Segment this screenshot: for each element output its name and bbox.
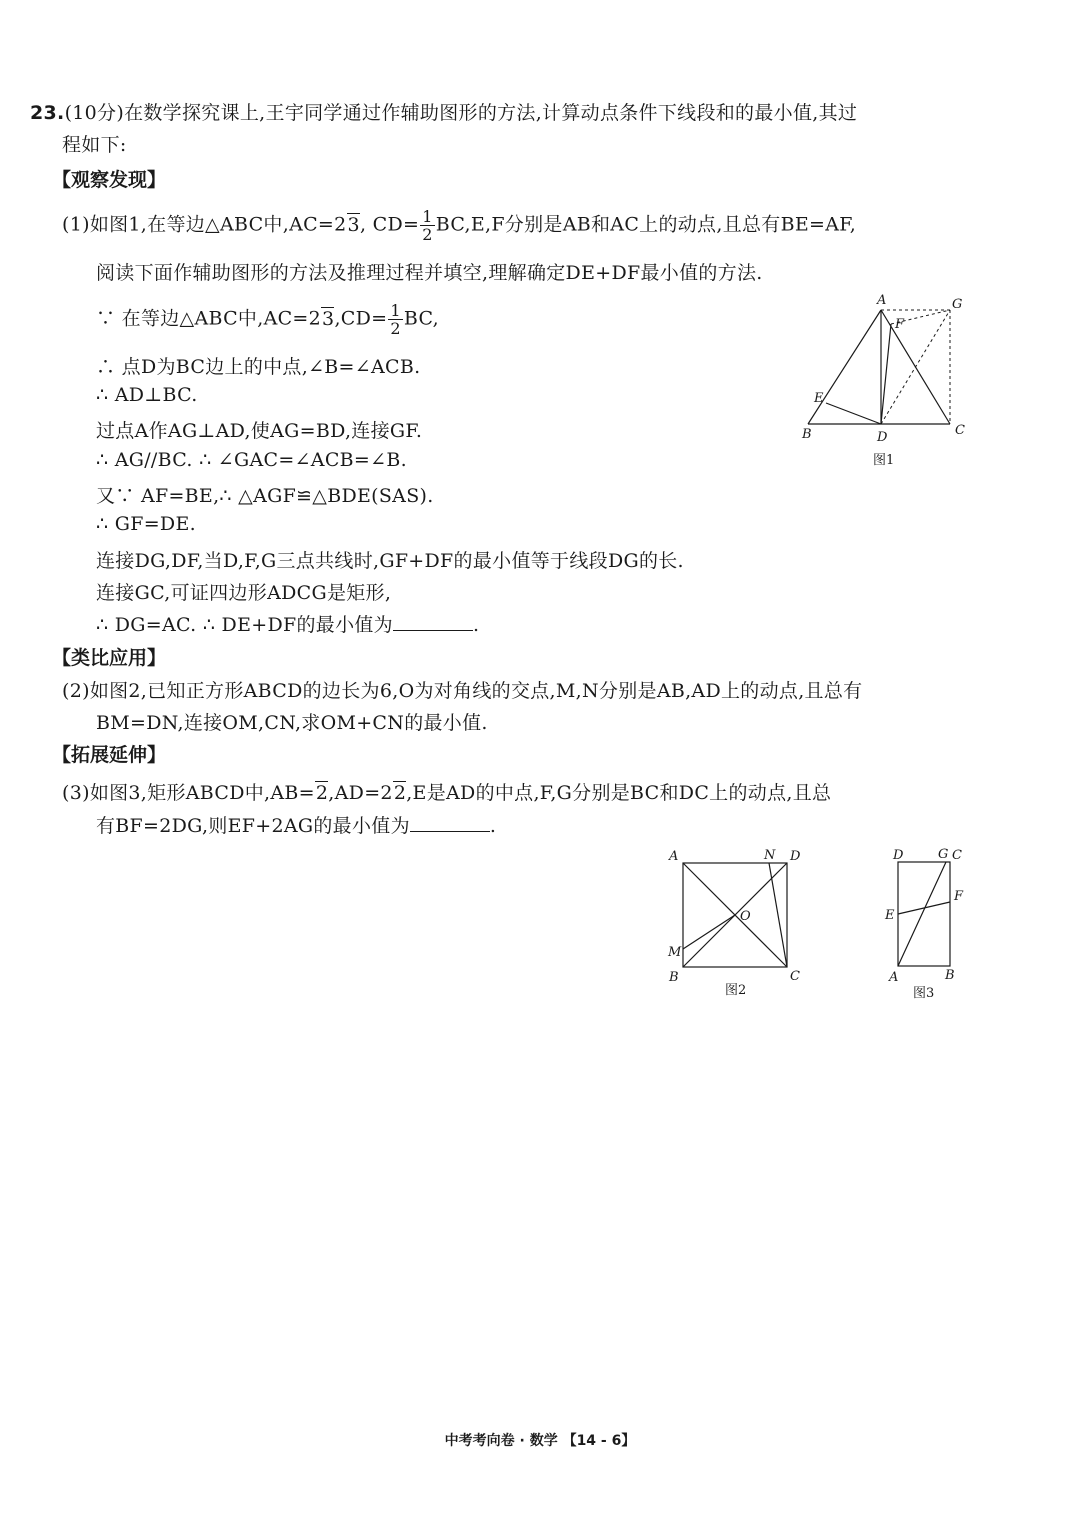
sqrt-2-ad: 2 [393,782,407,804]
question-score: (10分) [64,102,125,124]
proof-line8: 连接DG,DF,当D,F,G三点共线时,GF+DF的最小值等于线段DG的长. [96,550,684,572]
fig3-label-a: A [889,970,899,985]
fig2-label-d: D [790,849,801,864]
part1-line1 [62,208,856,243]
frac-denominator: 2 [422,225,433,244]
fig3-label-f: F [954,889,964,904]
part3-text-a: (3)如图3,矩形ABCD中,AB= [62,782,315,804]
part3-text-b: ,AD=2 [328,782,393,804]
part3-line2-text: 有BF=2DG,则EF+2AG的最小值为 [96,815,410,837]
figure-1 [795,288,995,478]
proof10-end: . [473,614,480,636]
proof-line5: ∴ AG//BC. ∴ ∠GAC=∠ACB=∠B. [96,449,407,471]
fig3-label-b: B [945,968,955,983]
section-heading-analogy: 【类比应用】 [52,647,167,669]
fig2-label-n: N [764,848,776,863]
part2-line2: BM=DN,连接OM,CN,求OM+CN的最小值. [96,712,488,734]
frac-denominator: 2 [390,319,401,338]
fig3-segment-ag [898,862,946,966]
proof-line4: 过点A作AG⊥AD,使AG=BD,连接GF. [96,420,423,442]
proof1-text-c: BC, [403,307,439,330]
proof-line1 [96,302,439,337]
fraction-half-proof [388,302,402,337]
fig2-label-a: A [669,849,679,864]
fig3-label-g: G [938,847,949,862]
part3-text-c: ,E是AD的中点,F,G分别是BC和DC上的动点,且总 [406,782,832,804]
fig3-segment-ef [898,902,950,914]
fig2-label-b: B [669,970,679,985]
proof-line6: 又∵ AF=BE,∴ △AGF≌△BDE(SAS). [96,485,434,507]
part2-line1: (2)如图2,已知正方形ABCD的边长为6,O为对角线的交点,M,N分别是AB,AD上的动点,且总有 [62,680,863,702]
fig3-caption: 图3 [913,986,935,1001]
part1-text-c: BC,E,F分别是AB和AC上的动点,且总有BE=AF, [435,213,857,236]
fig2-caption: 图2 [725,983,747,998]
fig1-segment-df [881,324,891,424]
sqrt-3-proof: 3 [322,307,335,330]
part3-line1 [62,778,831,805]
fig1-label-c: C [955,423,965,438]
fig1-label-a: A [877,293,887,308]
question-intro-line2: 程如下: [62,134,127,156]
part3-line2-end: . [489,815,497,837]
fig1-side-ab [808,310,881,424]
fig2-segment-om [683,915,735,949]
part1-text-b: , CD= [359,213,420,236]
proof-line7: ∴ GF=DE. [96,513,196,535]
part1-line2: 阅读下面作辅助图形的方法及推理过程并填空,理解确定DE+DF最小值的方法. [96,262,763,284]
fig1-label-e: E [814,391,824,406]
fig1-label-g: G [952,297,963,312]
page-footer: 中考考向卷 · 数学 【14 - 6】 [444,1433,636,1449]
section-heading-observe: 【观察发现】 [52,169,167,191]
fig2-label-m: M [668,945,682,960]
fig3-label-e: E [885,908,895,923]
proof1-text-a: ∵ 在等边△ABC中,AC=2 [96,307,322,330]
fig1-caption: 图1 [873,453,895,468]
part3-line2 [96,811,496,838]
sqrt-2-ab: 2 [315,782,329,804]
fraction-half [420,208,434,243]
fig2-label-o: O [740,909,751,924]
answer-blank-1[interactable] [393,614,473,631]
frac-numerator: 1 [422,207,433,226]
proof10-text: ∴ DG=AC. ∴ DE+DF的最小值为 [96,614,393,636]
proof-line3: ∴ AD⊥BC. [96,384,198,406]
sqrt-3: 3 [347,213,360,236]
frac-numerator: 1 [390,301,401,320]
answer-blank-2[interactable] [410,815,490,832]
proof1-text-b: ,CD= [334,307,388,330]
proof-line2: ∴ 点D为BC边上的中点,∠B=∠ACB. [96,356,421,378]
question-number: 23. [30,102,65,124]
question-intro: 在数学探究课上,王宇同学通过作辅助图形的方法,计算动点条件下线段和的最小值,其过 [124,102,858,124]
section-heading-extension: 【拓展延伸】 [52,744,167,766]
fig1-segment-de [826,403,881,424]
proof-line9: 连接GC,可证四边形ADCG是矩形, [96,582,392,604]
part1-text-a: (1)如图1,在等边△ABC中,AC=2 [62,213,347,236]
fig2-label-c: C [790,969,800,984]
fig1-label-b: B [802,427,812,442]
figure-3 [880,845,990,1010]
question-intro-line1 [30,98,857,125]
proof-line10 [96,610,479,637]
fig1-label-d: D [877,430,888,445]
fig3-label-c: C [952,848,962,863]
fig3-label-d: D [893,848,904,863]
fig1-label-f: F [895,317,905,332]
figure-2 [663,845,823,1005]
